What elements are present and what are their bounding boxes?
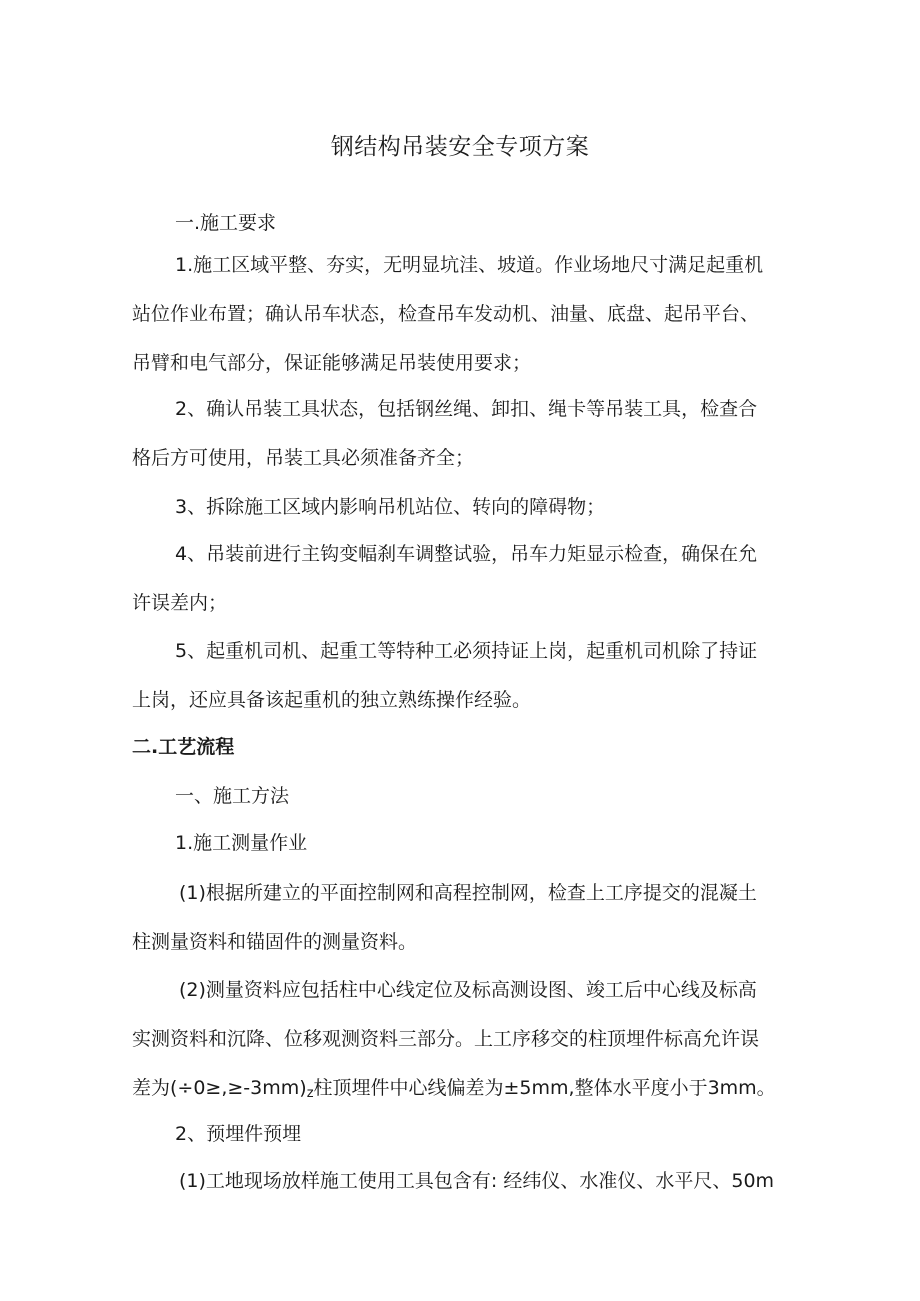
item-5-paragraph: [132, 627, 794, 725]
paragraph-3-line-1: (1)工地现场放样施工使用工具包含有: 经纬仪、水准仪、水平尺、50m: [179, 1170, 775, 1192]
subsection-1-title: 一、施工方法: [175, 785, 290, 807]
item-2-paragraph: [132, 385, 794, 483]
item-1-paragraph: [132, 241, 794, 388]
section-2-title: 二.工艺流程: [132, 736, 235, 758]
item-5-line-1: 5、起重机司机、起重工等特种工必须持证上岗，起重机司机除了持证: [175, 640, 758, 662]
tolerance-text-rest: 柱顶埋件中心线偏差为±5mm,整体水平度小于3mm。: [313, 1077, 776, 1099]
item-4-line-2: 许误差内；: [132, 592, 228, 614]
section-1-title: 一.施工要求: [175, 212, 277, 234]
paragraph-3: [132, 1157, 794, 1206]
paragraph-1-line-2: 柱测量资料和锚固件的测量资料。: [132, 931, 418, 953]
paragraph-1-line-1: (1)根据所建立的平面控制网和高程控制网，检查上工序提交的混凝土: [179, 882, 757, 904]
item-2-line-2: 格后方可使用，吊装工具必须准备齐全；: [132, 447, 475, 469]
item-1-line-3: 吊臂和电气部分，保证能够满足吊装使用要求；: [132, 352, 532, 374]
paragraph-2-line-1: (2)测量资料应包括柱中心线定位及标高测设图、竣工后中心线及标高: [179, 979, 757, 1001]
item-2-line-1: 2、确认吊装工具状态，包括钢丝绳、卸扣、绳卡等吊装工具，检查合: [175, 398, 758, 420]
document-title: 钢结构吊装安全专项方案: [330, 134, 590, 160]
item-3-paragraph: [132, 483, 794, 532]
paragraph-1: [132, 869, 794, 967]
item-4-paragraph: [132, 530, 794, 628]
item-1-line-1: 1.施工区域平整、夯实，无明显坑洼、坡道。作业场地尺寸满足起重机: [175, 254, 764, 276]
subsection-2-title: 2、预埋件预埋: [175, 1123, 302, 1145]
paragraph-2-line-2: 实测资料和沉降、位移观测资料三部分。上工序移交的柱顶埋件标高允许误: [132, 1028, 760, 1050]
item-5-line-2: 上岗，还应具备该起重机的独立熟练操作经验。: [132, 689, 532, 711]
paragraph-2: [132, 966, 794, 1118]
tolerance-text: 差为(÷0≥,≥-3mm): [132, 1077, 307, 1099]
subsection-1-1-title: 1.施工测量作业: [175, 832, 308, 854]
item-3-line-1: 3、拆除施工区域内影响吊机站位、转向的障碍物；: [175, 496, 606, 518]
item-4-line-1: 4、吊装前进行主钩变幅刹车调整试验，吊车力矩显示检查，确保在允: [175, 543, 758, 565]
tolerance-subscript: z: [306, 1086, 314, 1101]
item-1-line-2: 站位作业布置；确认吊车状态，检查吊车发动机、油量、底盘、起吊平台、: [132, 303, 760, 325]
